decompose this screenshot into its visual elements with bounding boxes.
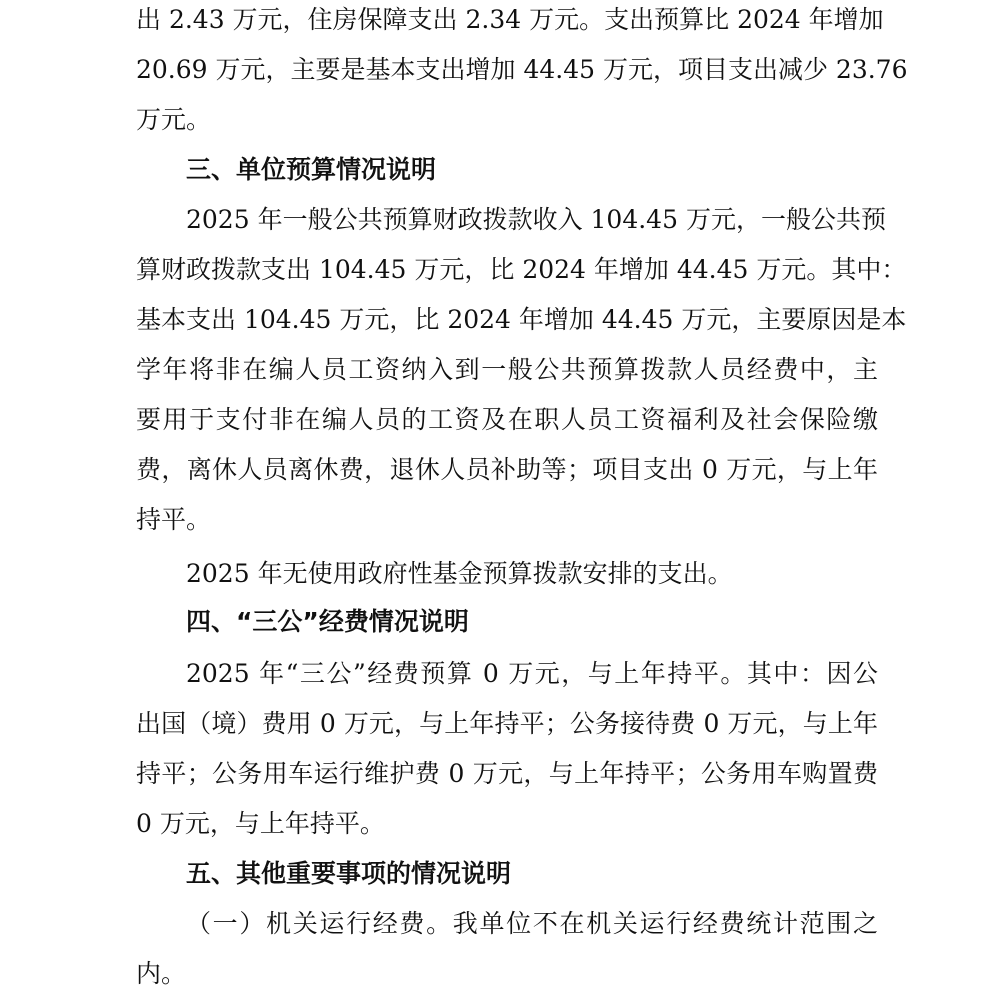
section-heading-other-matters: 五、其他重要事项的情况说明: [186, 859, 512, 888]
paragraph-line: 基本支出 104.45 万元，比 2024 年增加 44.45 万元，主要原因是本: [136, 305, 907, 334]
paragraph-line: 0 万元，与上年持平。: [136, 809, 385, 838]
paragraph-line: 2025 年无使用政府性基金预算拨款安排的支出。: [186, 559, 733, 588]
paragraph-line: 内。: [136, 959, 187, 988]
paragraph-line: 2025 年“三公”经费预算 0 万元，与上年持平。其中：因公: [186, 659, 878, 688]
paragraph-line: 万元。: [136, 105, 212, 134]
paragraph-line: 持平；公务用车运行维护费 0 万元，与上年持平；公务用车购置费: [136, 759, 878, 788]
paragraph-line: 费，离休人员离休费，退休人员补助等；项目支出 0 万元，与上年: [136, 455, 878, 484]
paragraph-line: 2025 年一般公共预算财政拨款收入 104.45 万元，一般公共预: [186, 205, 886, 234]
paragraph-line: 学年将非在编人员工资纳入到一般公共预算拨款人员经费中，主: [136, 355, 878, 384]
paragraph-line: 20.69 万元，主要是基本支出增加 44.45 万元，项目支出减少 23.76: [136, 55, 908, 84]
section-heading-three-public-expenses: 四、“三公”经费情况说明: [186, 607, 469, 636]
paragraph-line: （一）机关运行经费。我单位不在机关运行经费统计范围之: [186, 909, 878, 938]
paragraph-line: 要用于支付非在编人员的工资及在职人员工资福利及社会保险缴: [136, 405, 878, 434]
paragraph-line: 出国（境）费用 0 万元，与上年持平；公务接待费 0 万元，与上年: [136, 709, 878, 738]
section-heading-unit-budget: 三、单位预算情况说明: [186, 155, 437, 184]
paragraph-line: 持平。: [136, 505, 212, 534]
paragraph-line: 算财政拨款支出 104.45 万元，比 2024 年增加 44.45 万元。其中：: [136, 255, 907, 284]
paragraph-line: 出 2.43 万元，住房保障支出 2.34 万元。支出预算比 2024 年增加: [136, 5, 884, 34]
